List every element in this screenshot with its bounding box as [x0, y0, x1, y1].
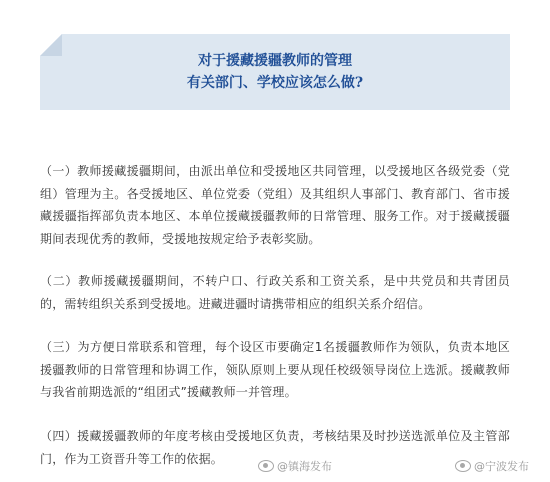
watermark-zhenhai — [258, 458, 332, 474]
watermark-ningbo — [455, 458, 529, 474]
paragraph-4: （四）援藏援疆教师的年度考核由受援地区负责，考核结果及时抄送选派单位及主管部门，作为工资晋升等工作的依据。 — [40, 429, 510, 466]
paragraph-3: （三）为方便日常联系和管理，每个设区市要确定1名援疆教师作为领队，负责本地区援疆教师的日常管理和协调工作，领队原则上要从现任校级领导岗位上选派。援藏教师与我省前期选派的“组团式”援藏教师一并管理。 — [40, 340, 510, 399]
watermark-text: @镇海发布 — [277, 460, 332, 473]
paragraph-1: （一）教师援藏援疆期间，由派出单位和受援地区共同管理，以受援地区各级党委（党组）管理为主。各受援地区、单位党委（党组）及其组织人事部门、教育部门、省市援藏援疆指挥部负责本地区、本单位援藏援疆教师的日常管理、服务工作。对于援藏援疆期间表现优秀的教师，受援地按规定给予表彰奖励。 — [40, 164, 510, 246]
paragraph-2: （二）教师援藏援疆期间，不转户口、行政关系和工资关系，是中共党员和共青团员的，需转组织关系到受援地。进藏进疆时请携带相应的组织关系介绍信。 — [40, 274, 510, 311]
title-banner — [40, 34, 510, 110]
weibo-icon — [455, 460, 471, 472]
banner-title-line-2: 有关部门、学校应该怎么做? — [186, 75, 364, 91]
watermark-text: @宁波发布 — [474, 460, 529, 473]
weibo-icon — [258, 460, 274, 472]
banner-title-line-1: 对于援藏援疆教师的管理 — [198, 53, 352, 69]
